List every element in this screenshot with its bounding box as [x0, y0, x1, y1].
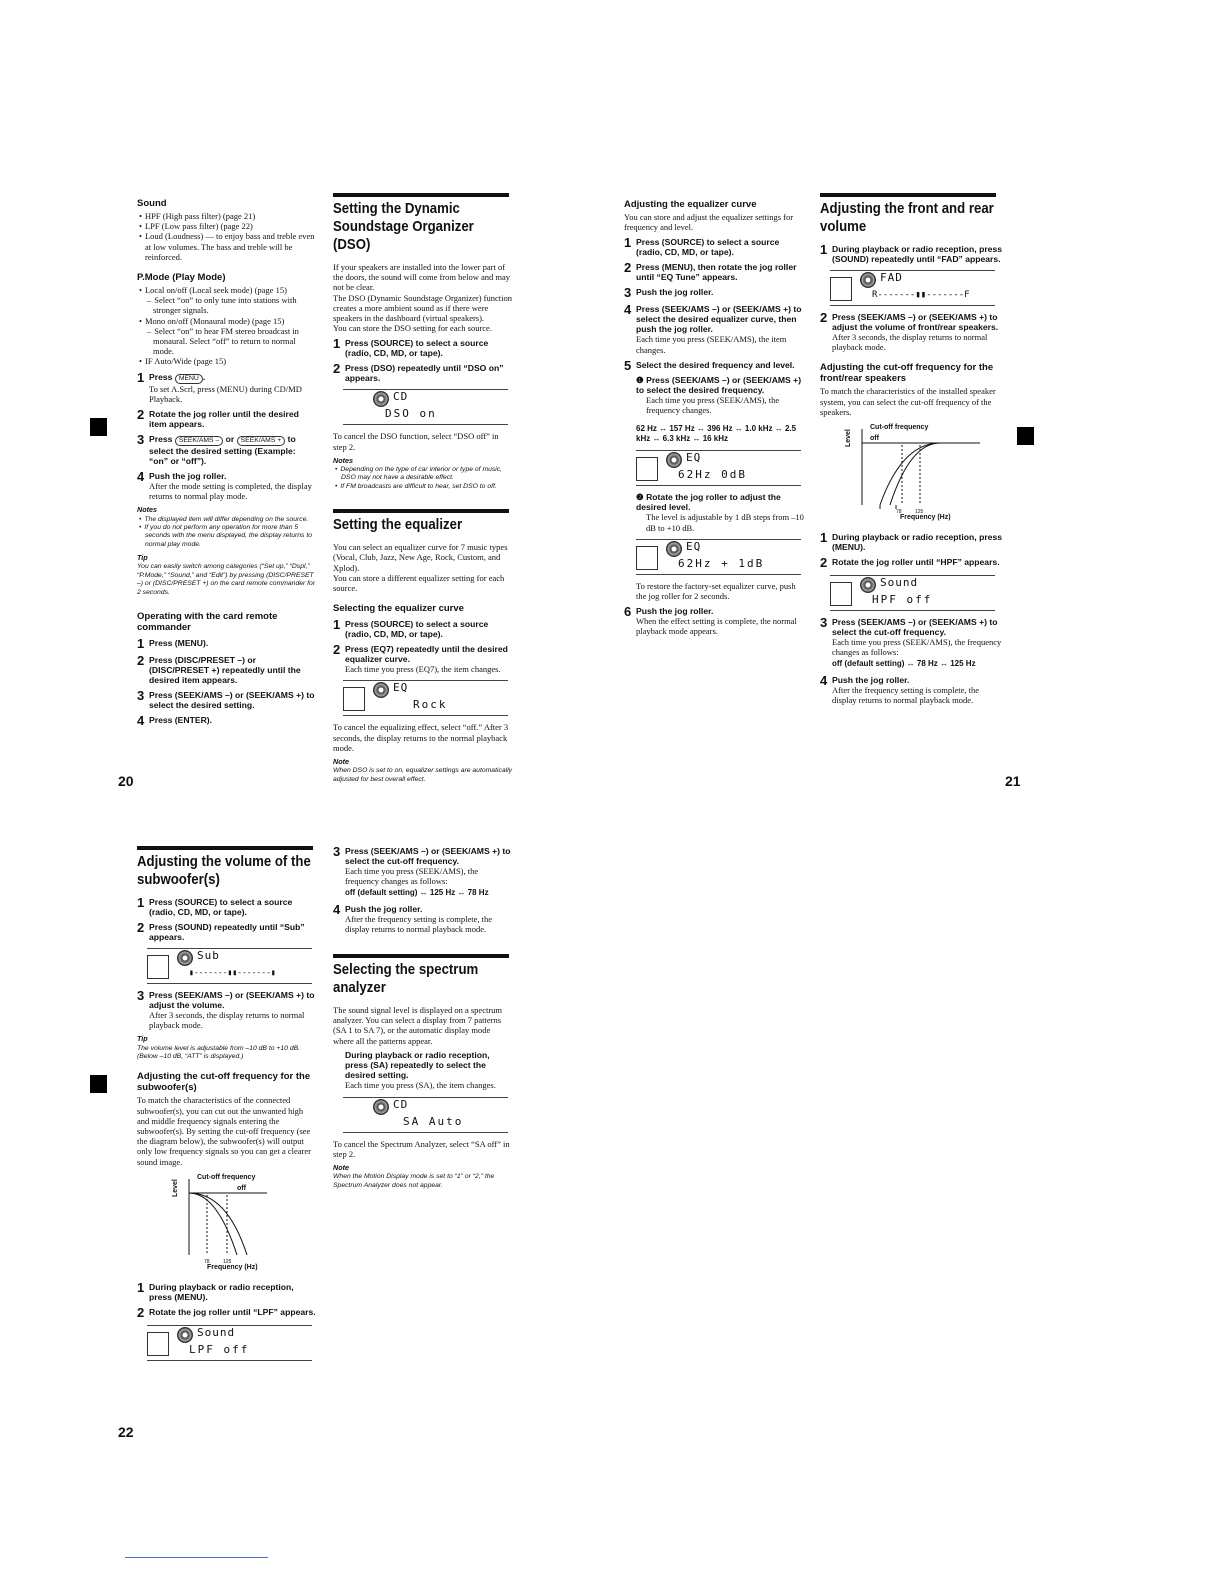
p20-right-column: Setting the Dynamic Soundstage Organizer (DSO) If your speakers are installed into the lower part of the doors, the sound will come from below and may not be clear. The DSO (Dynamic Soundstage Organizer) function creates a more ambient sound as if there were speakers in the dashboard (virtual speakers). You can store the DSO setting for each source. 1 Press (SOURCE) to select a source (radio, CD, MD, or tape). 2 Press (DSO) repeatedly until “DSO on” appears. CD DSO on To cancel the DSO function, select “DSO off” in step 2. Notes • Depending on the type of car interior or type of music, DSO may not have a desirable effect. • If FM broadcasts are difficult to hear, set DSO to off. Setting the equalizer You can select an equalizer curve for 7 music types (Vocal, Club, Jazz, New Age, Rock, Custom, and Xplod). You can store a different equalizer setting for each source. Selecting the equalizer curve 1 Press (SOURCE) to select a source (radio, CD, MD, or tape). 2 Press (EQ7) repeatedly until the desired equalizer curve. Each time you press (EQ7), the item changes. EQ Rock To cancel the equalizing effect, select “off.” After 3 seconds, the display returns to the normal playback mode. Note When DSO is set to on, equalizer settings are automatically adjusted for best overall effect. — [333, 193, 513, 784]
footer-link-underline — [125, 1557, 268, 1558]
section-title-fad: Adjusting the front and rear volume — [820, 193, 996, 236]
lcd-small-icon — [343, 687, 365, 711]
pmode-heading: P.Mode (Play Mode) — [137, 272, 226, 284]
list-item: – Select “on” to only tune into stations with stronger signals. — [137, 295, 317, 315]
lcd-display: EQ Rock — [343, 680, 508, 716]
section-title-equalizer: Setting the equalizer — [333, 509, 509, 534]
disc-icon — [177, 1327, 193, 1343]
step-2: 2 Rotate the jog roller until the desired item appears. — [137, 407, 299, 430]
p21-left-column: Adjusting the equalizer curve You can store and adjust the equalizer settings for frequency and level. 1 Press (SOURCE) to select a source (radio, CD, MD, or tape). 2 Press (MENU), then rotate the jog roller until “EQ Tune” appears. 3 Push the jog roller. 4 Press (SEEK/AMS –) or (SEEK/AMS +) to select the desired equalizer curve, then push the jog roller. Each time you press (SEEK/AMS), the item changes. 5 Select the desired frequency and level. ❶ Press (SEEK/AMS –) or (SEEK/AMS +) to select the desired frequency. Each time you press (SEEK/AMS), the frequency changes. 62 Hz ↔ 157 Hz ↔ 396 Hz ↔ 1.0 kHz ↔ 2.5 kHz ↔ 6.3 kHz ↔ 16 kHz EQ 62Hz 0dB ❷ Rotate the jog roller to adjust the desired level. The level is adjustable by 1 dB steps from –10 dB to +10 dB. EQ 62Hz + 1dB To restore the factory-set equalizer curve, push the jog roller for 2 seconds. 6 Push the jog roller. When the effect setting is complete, the normal playback mode appears. — [624, 199, 804, 637]
page-number: 22 — [118, 1424, 134, 1440]
list-item: • Loud (Loudness) — to enjoy bass and treble even at low volumes. The bass and treble will be reinforced. — [137, 231, 317, 262]
list-item: • Local on/off (Local seek mode) (page 15) — [137, 285, 317, 295]
disc-icon — [177, 950, 193, 966]
list-item: • HPF (High pass filter) (page 21) — [137, 211, 317, 221]
lcd-display: Sound LPF off — [147, 1325, 312, 1361]
seek-plus-button[interactable]: SEEK/AMS + — [237, 436, 286, 446]
section-title-subwoofer: Adjusting the volume of the subwoofer(s) — [137, 846, 313, 889]
p22-left-column: Adjusting the volume of the subwoofer(s) 1 Press (SOURCE) to select a source (radio, CD, MD, or tape). 2 Press (SOUND) repeatedly until “Sub” appears. Sub ▮-------▮▮-------▮ 3 Press (SEEK/AMS –) or (SEEK/AMS +) to adjust the volume. After 3 seconds, the display returns to normal playback mode. Tip The volume level is adjustable from –10 dB to +10 dB. (Below –10 dB, “ATT” is displayed.) Adjusting the cut-off frequency for the subwoofer(s) To match the characteristics of the connected subwoofer(s), you can cut out the unwanted high and middle frequency signals entering the subwoofer(s). By setting the cut-off frequency (see the diagram below), the subwoofer(s) will output only low frequency signals so you can get a clearer sound image. Level Cut-off frequency off 78 125 Frequency (Hz) 1 During playback or radio reception, press (MENU). 2 Rotate the jog roller until “LPF” appears. Sound LPF off — [137, 846, 317, 1367]
tip-heading: Tip — [137, 553, 148, 563]
list-item: • IF Auto/Wide (page 15) — [137, 356, 317, 366]
list-item: • Depending on the type of car interior or type of music, DSO may not have a desirable effect. — [333, 466, 513, 483]
lcd-display: EQ 62Hz 0dB — [636, 450, 801, 486]
section-tab-marker — [90, 418, 107, 436]
tip-text: You can easily switch among categories (“Set up,” “Dspl,” “P.Mode,” “Sound,” and “Edit”) by pressing (DISC/PRESET –) or (DISC/PRESET +) on the card remote commander for 2 seconds. — [137, 563, 316, 596]
menu-button[interactable]: MENU — [175, 374, 203, 384]
list-item: • Mono on/off (Monaural mode) (page 15) — [137, 316, 317, 326]
cutoff-graph-lpf: Level Cut-off frequency off 78 125 Frequency (Hz) — [167, 1173, 317, 1268]
lcd-display: Sub ▮-------▮▮-------▮ — [147, 948, 312, 984]
notes-list — [137, 516, 317, 550]
section-title-spectrum: Selecting the spectrum analyzer — [333, 954, 509, 997]
lcd-display: FAD R-------▮▮-------F — [830, 270, 995, 306]
p20-left-column: Sound • HPF (High pass filter) (page 21) • LPF (Low pass filter) (page 22) • Loud (Loudness) — to enjoy bass and treble even at low volumes. The bass and treble will be reinforced. P.Mode (Play Mode) • Local on/off (Local seek mode) (page 15) – Select “on” to only tune into stations with stronger signals. • Mono on/off (Monaural mode) (page 15) – Select “on” to hear FM stereo broadcast in monaural. Select “off” to return to normal mode. • IF Auto/Wide (page 15) 1 Press MENU . To set A.Scrl, press (MENU) during CD/MD Playback. 2 Rotate the jog roller until the desired item appears. 3 Press SEEK/AMS – or SEEK/AMS + to select the desired setting (Example: “on” or “off”). 4 Push the jog roller. After the mode setting is completed, the display returns to normal play mode. Notes • The displayed item will differ depending on the source. • If you do not perform any operation for more than 5 seconds with the menu displayed, the display returns to normal play mode. Tip You can easily switch among categories (“Set up,” “Dspl,” “P.Mode,” “Sound,” and “Edit”) by pressing (DISC/PRESET –) or (DISC/PRESET +) on the card remote commander for 2 seconds. Operating with the card remote commander 1 Press (MENU). 2 Press (DISC/PRESET –) or (DISC/PRESET +) repeatedly until the desired item appears. 3 Press (SEEK/AMS –) or (SEEK/AMS +) to select the desired setting. 4 Press (ENTER). — [137, 192, 317, 727]
list-item: • LPF (Low pass filter) (page 22) — [137, 221, 317, 231]
sound-heading: Sound — [137, 198, 167, 209]
list-item: • If you do not perform any operation for more than 5 seconds with the menu displayed, the display returns to normal play mode. — [137, 524, 317, 549]
section-tab-marker — [90, 1075, 107, 1093]
lcd-display: CD SA Auto — [343, 1097, 508, 1133]
pmode-list — [137, 285, 317, 367]
disc-icon — [373, 1099, 389, 1115]
section-tab-marker — [1017, 427, 1034, 445]
list-item: • The displayed item will differ depending on the source. — [137, 516, 317, 524]
disc-icon — [373, 682, 389, 698]
notes-heading: Notes — [137, 505, 157, 515]
cutoff-curve-svg — [840, 423, 990, 518]
step-4: 4 Push the jog roller. After the mode setting is completed, the display returns to normal play mode. — [137, 469, 312, 502]
list-item: • If FM broadcasts are difficult to hear, set DSO to off. — [333, 483, 513, 491]
lcd-display: Sound HPF off — [830, 575, 995, 611]
lcd-display: EQ 62Hz + 1dB — [636, 539, 801, 575]
list-item: – Select “on” to hear FM stereo broadcast in monaural. Select “off” to return to normal mode. — [137, 326, 317, 357]
step-3: 3 Press SEEK/AMS – or SEEK/AMS + to select the desired setting (Example: “on” or “off”). — [137, 432, 296, 467]
cutoff-graph-hpf: Level Cut-off frequency off 78 125 Frequency (Hz) — [840, 423, 990, 518]
disc-icon — [666, 541, 682, 557]
disc-icon — [860, 577, 876, 593]
p21-right-column: Adjusting the front and rear volume 1 During playback or radio reception, press (SOUND) repeatedly until “FAD” appears. FAD R-------▮▮-------F 2 Press (SEEK/AMS –) or (SEEK/AMS +) to adjust the volume of front/rear speakers. After 3 seconds, the display returns to normal playback mode. Adjusting the cut-off frequency for the front/rear speakers To match the characteristics of the installed speaker system, you can select the cut-off frequency of the speakers. Level Cut-off frequency off 78 125 Frequency (Hz) 1 During playback or radio reception, press (MENU). 2 Rotate the jog roller until “HPF” appears. Sound HPF off 3 Press (SEEK/AMS –) or (SEEK/AMS +) to select the cut-off frequency. Each time you press (SEEK/AMS), the frequency changes as follows: off (default setting) ↔ 78 Hz ↔ 125 Hz 4 Push the jog roller. After the frequency setting is complete, the display returns to normal playback mode. — [820, 193, 1002, 705]
sound-list — [137, 211, 317, 262]
card-remote-heading: Operating with the card remote commander — [137, 611, 278, 634]
disc-icon — [860, 272, 876, 288]
disc-icon — [666, 452, 682, 468]
seek-minus-button[interactable]: SEEK/AMS – — [175, 436, 223, 446]
lcd-display: CD DSO on — [343, 389, 508, 425]
section-title-dso: Setting the Dynamic Soundstage Organizer (DSO) — [333, 193, 509, 254]
page-number: 21 — [1005, 773, 1021, 789]
page-number: 20 — [118, 773, 134, 789]
step-1: 1 Press MENU . To set A.Scrl, press (MENU) during CD/MD Playback. — [137, 369, 302, 404]
p22-right-column: 3 Press (SEEK/AMS –) or (SEEK/AMS +) to select the cut-off frequency. Each time you press (SEEK/AMS), the frequency changes as follows: off (default setting) ↔ 125 Hz ↔ 78 Hz 4 Push the jog roller. After the frequency setting is complete, the display returns to normal playback mode. Selecting the spectrum analyzer The sound signal level is displayed on a spectrum analyzer. You can select a display from 7 patterns (SA 1 to SA 7), or the automatic display mode where all the patterns appear. During playback or radio reception, press (SA) repeatedly to select the desired setting. Each time you press (SA), the item changes. CD SA Auto To cancel the Spectrum Analyzer, select “SA off” in step 2. Note When the Motion Display mode is set to “1” or “2,” the Spectrum Analyzer does not appear. — [333, 844, 511, 1189]
disc-icon — [373, 391, 389, 407]
